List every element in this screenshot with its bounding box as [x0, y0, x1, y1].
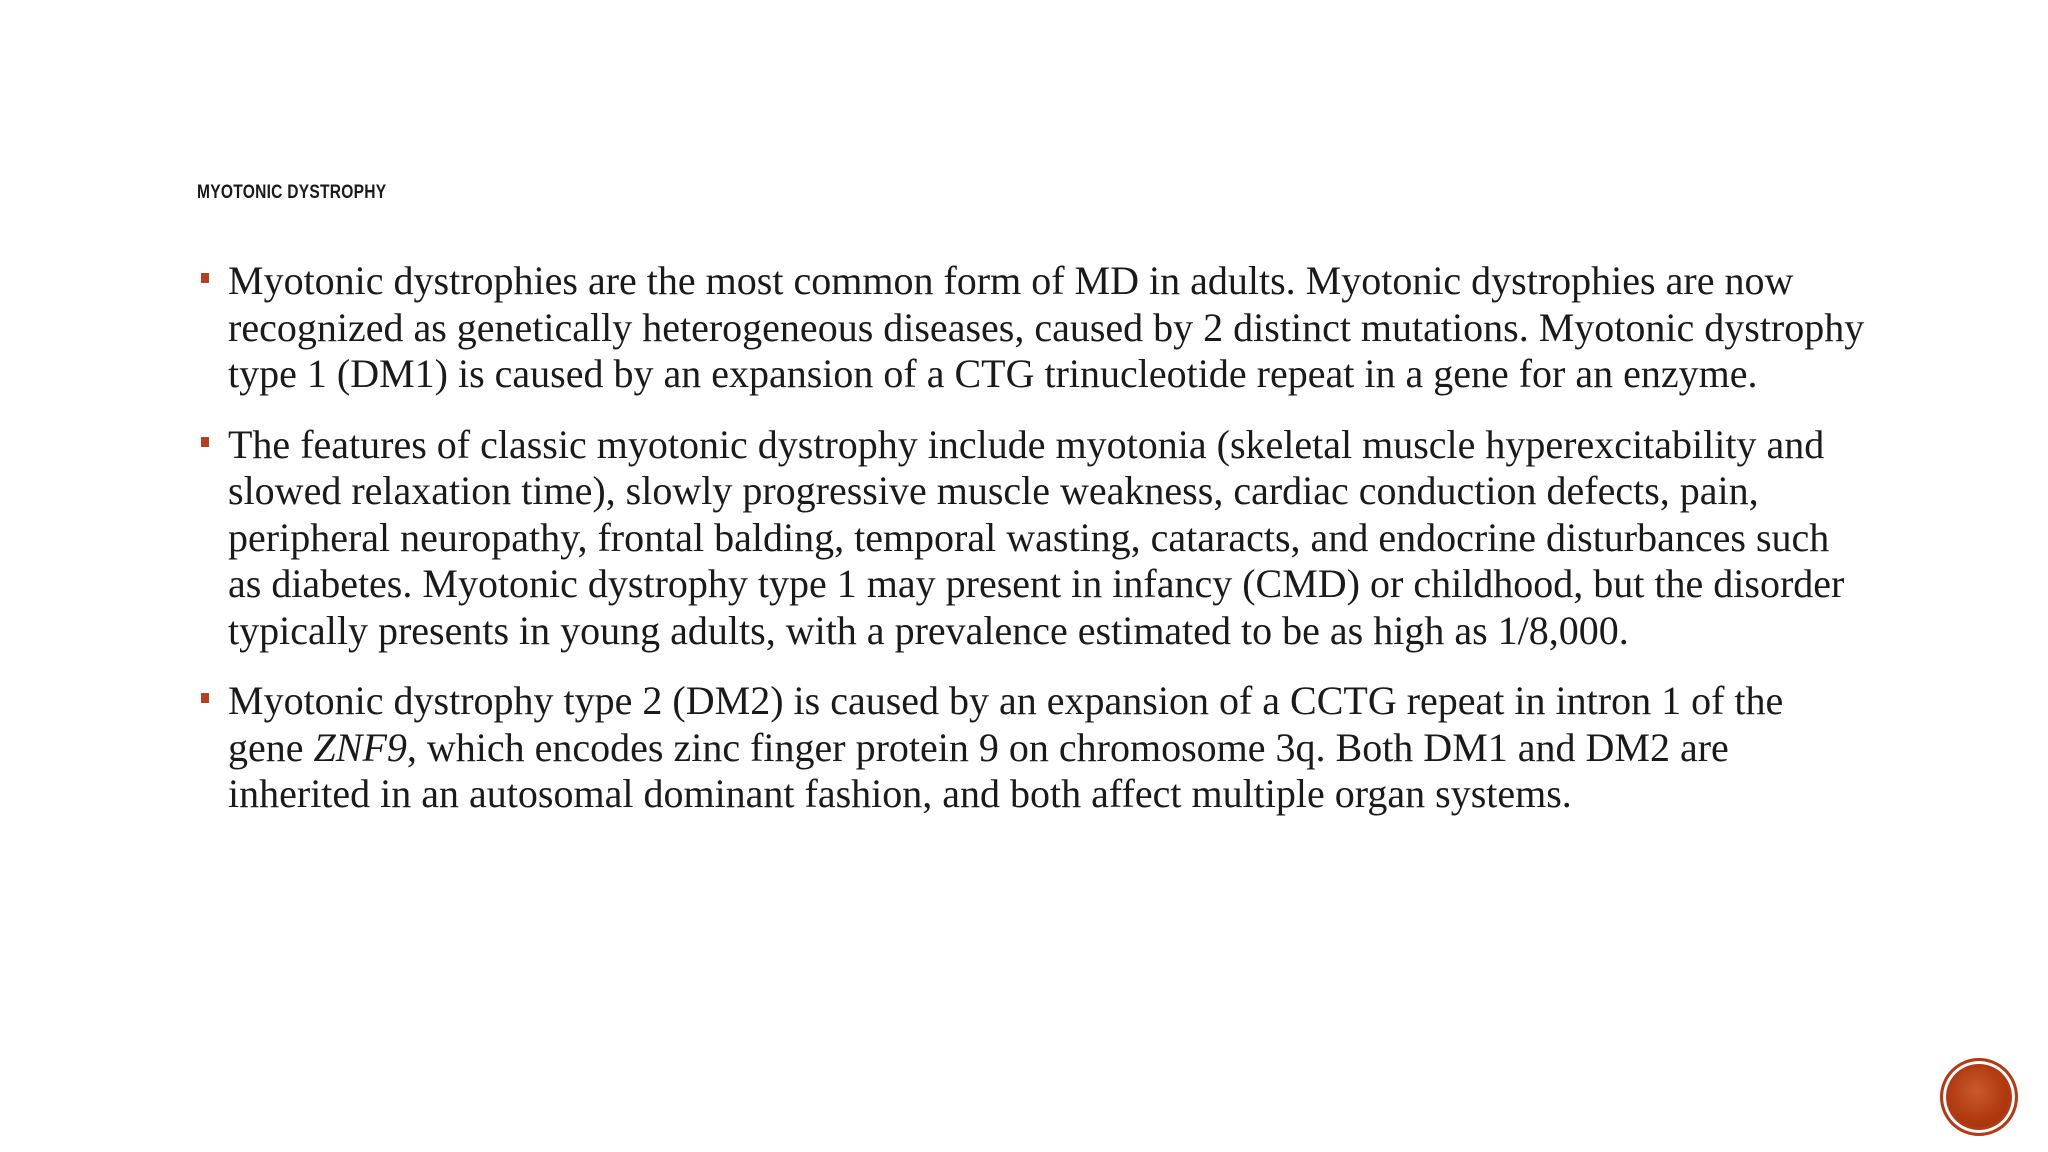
- square-bullet-icon: [201, 273, 209, 283]
- bullet-item-2: [228, 422, 1868, 655]
- bullet-item-3: [228, 678, 1868, 818]
- gene-name-italic: ZNF9: [313, 724, 407, 770]
- square-bullet-icon: [201, 693, 209, 703]
- bullet-text-3-after: , which encodes zinc finger protein 9 on chromosome 3q. Both DM1 and DM2 are inherited in an autosomal dominant fashion, and both affect multiple organ systems.: [228, 724, 1729, 816]
- bullet-text-3: [228, 678, 1783, 816]
- bullet-text-1: Myotonic dystrophies are the most common form of MD in adults. Myotonic dystrophies are now recognized as genetically heterogeneous diseases, caused by 2 distinct mutations. Myotonic dystrophy type 1 (DM1) is caused by an expansion of a CTG trinucleotide repeat in a gene for an enzyme.: [228, 258, 1865, 396]
- bullet-item-1: [228, 258, 1868, 398]
- bullet-list: [228, 258, 1868, 842]
- slide-title: MYOTONIC DYSTROPHY: [197, 182, 387, 203]
- bullet-text-3-before: Myotonic dystrophy type 2 (DM2) is caused by an expansion of a CCTG repeat in intron 1 of the gene: [228, 678, 1784, 770]
- square-bullet-icon: [201, 437, 209, 447]
- bullet-text-2: The features of classic myotonic dystrophy include myotonia (skeletal muscle hyperexcitability and slowed relaxation time), slowly progressive muscle weakness, cardiac conduction defects, pain, peripheral neuropathy, frontal balding, temporal wasting, cataracts, and endocrine disturbances such as diabetes. Myotonic dystrophy type 1 may present in infancy (CMD) or childhood, but the disorder typically presents in young adults, with a prevalence estimated to be as high as 1/8,000.: [228, 421, 1845, 653]
- slide-nav-circle-icon[interactable]: [1940, 1058, 2018, 1136]
